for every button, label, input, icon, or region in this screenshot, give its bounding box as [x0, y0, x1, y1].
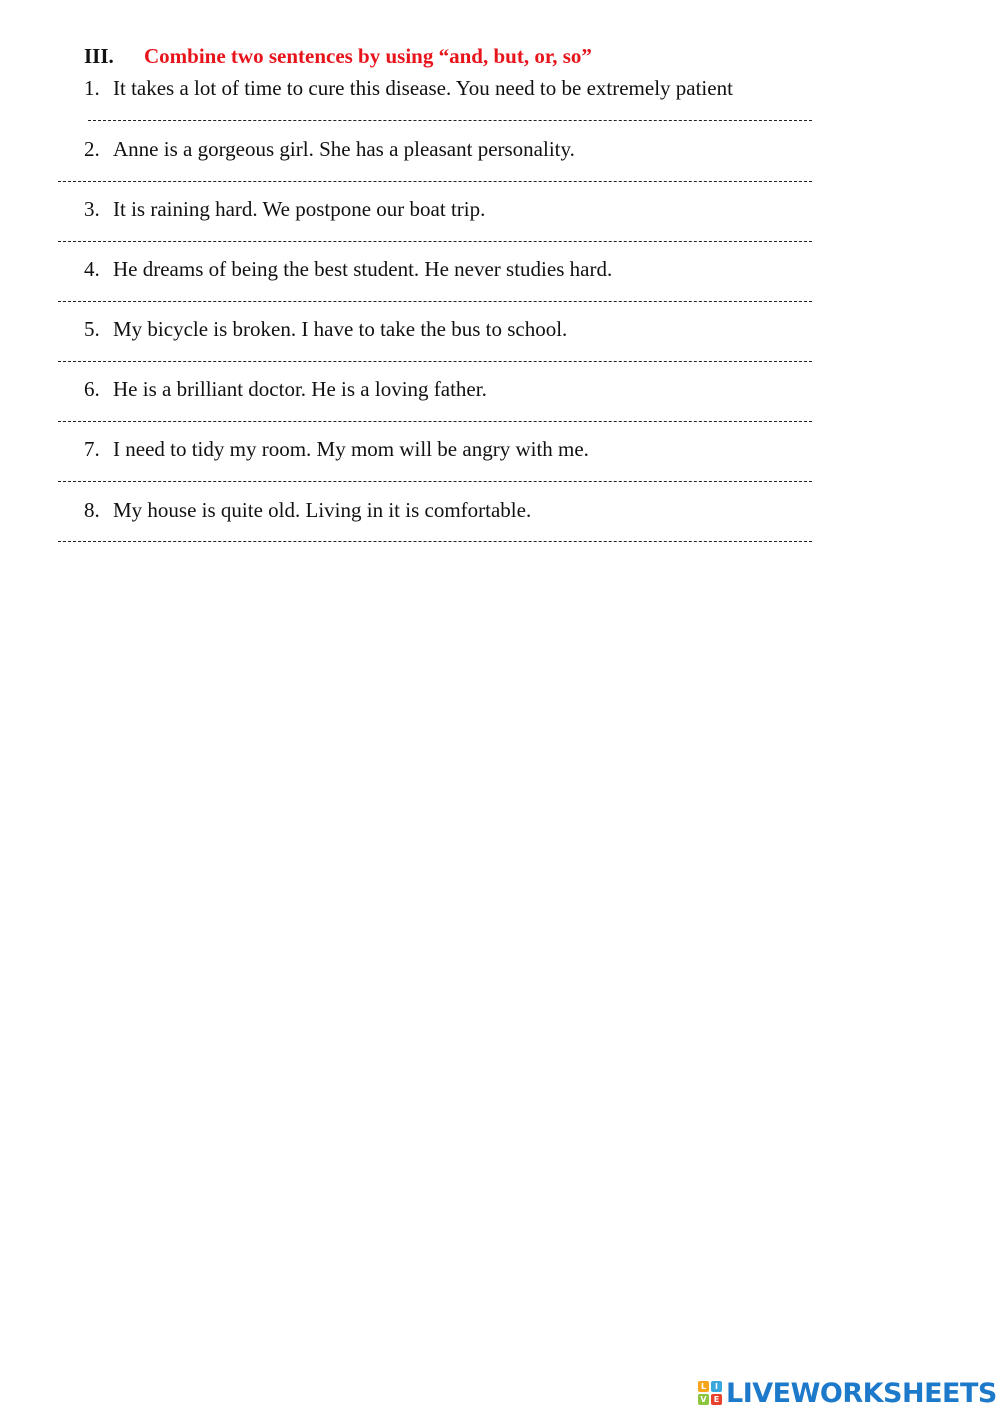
- item-text: Anne is a gorgeous girl. She has a pleasant personality.: [113, 137, 575, 161]
- item-number: 4.: [84, 257, 100, 281]
- answer-line-4[interactable]: [58, 301, 812, 302]
- exercise-item-7: [84, 437, 589, 462]
- exercise-item-1: [84, 76, 733, 101]
- item-text: My house is quite old. Living in it is comfortable.: [113, 498, 532, 522]
- item-text: It is raining hard. We postpone our boat trip.: [113, 197, 486, 221]
- section-number: III.: [84, 44, 114, 68]
- exercise-item-6: [84, 377, 487, 402]
- exercise-item-5: [84, 317, 567, 342]
- item-text: I need to tidy my room. My mom will be angry with me.: [113, 437, 589, 461]
- item-number: 8.: [84, 498, 100, 522]
- answer-line-2[interactable]: [58, 181, 812, 182]
- exercise-item-4: [84, 257, 612, 282]
- item-number: 2.: [84, 137, 100, 161]
- exercise-item-3: [84, 197, 485, 222]
- item-text: It takes a lot of time to cure this disease. You need to be extremely patient: [113, 76, 733, 100]
- item-text: He is a brilliant doctor. He is a loving father.: [113, 377, 487, 401]
- item-number: 7.: [84, 437, 100, 461]
- brand-name: LIVEWORKSHEETS: [726, 1377, 997, 1409]
- logo-blocks-icon: L I V E: [698, 1381, 722, 1405]
- item-number: 1.: [84, 76, 100, 100]
- liveworksheets-logo: [698, 1376, 997, 1410]
- answer-line-3[interactable]: [58, 241, 812, 242]
- answer-line-7[interactable]: [58, 481, 812, 482]
- answer-line-1[interactable]: [88, 120, 812, 121]
- exercise-item-2: [84, 137, 575, 162]
- section-heading: [84, 44, 592, 69]
- answer-line-6[interactable]: [58, 421, 812, 422]
- item-text: He dreams of being the best student. He never studies hard.: [113, 257, 613, 281]
- item-number: 3.: [84, 197, 100, 221]
- item-number: 6.: [84, 377, 100, 401]
- section-title: Combine two sentences by using “and, but, or, so”: [144, 44, 592, 68]
- item-number: 5.: [84, 317, 100, 341]
- item-text: My bicycle is broken. I have to take the bus to school.: [113, 317, 568, 341]
- answer-line-5[interactable]: [58, 361, 812, 362]
- exercise-item-8: [84, 498, 531, 523]
- answer-line-8[interactable]: [58, 541, 812, 542]
